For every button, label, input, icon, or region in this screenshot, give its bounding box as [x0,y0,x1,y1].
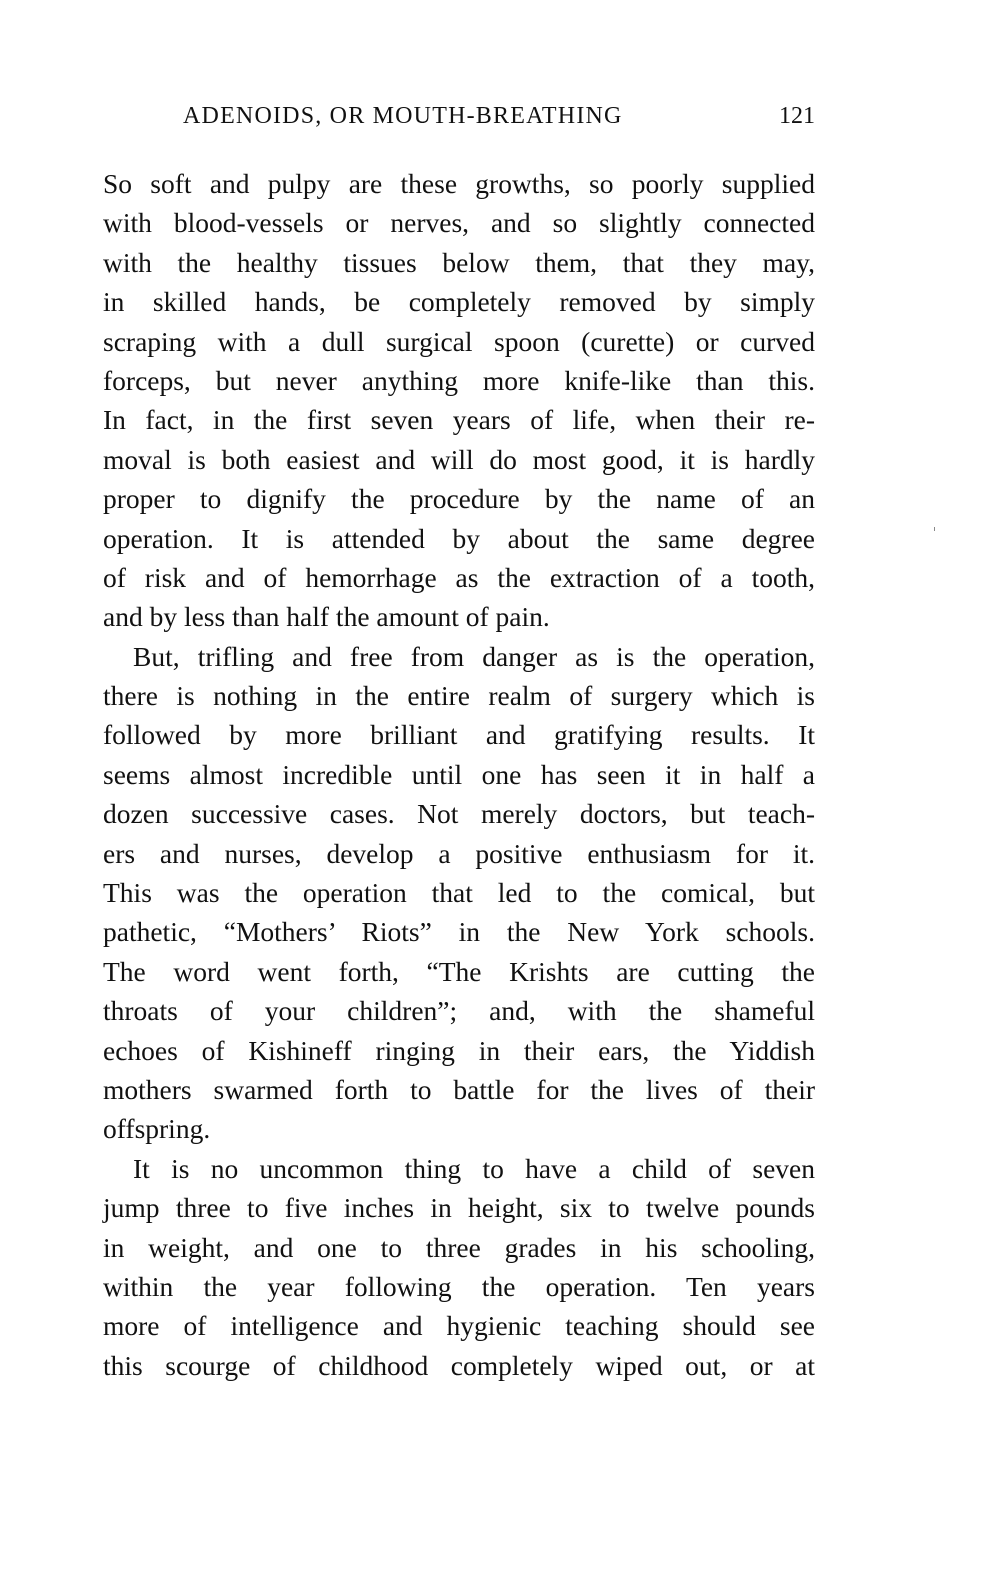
text-line: The word went forth, “The Krishts are cutting the [103,955,815,987]
text-line: But, trifling and free from danger as is the operation, [133,640,815,672]
page-header [183,103,815,137]
text-line: dozen successive cases. Not merely doctors, but teach- [103,798,815,830]
text-line: In fact, in the first seven years of life, when their re- [103,404,815,436]
text-line: with the healthy tissues below them, that they may, [103,246,815,278]
text-line: of risk and of hemorrhage as the extraction of a tooth, [103,561,815,593]
text-line: ers and nurses, develop a positive enthusiasm for it. [103,837,815,869]
body-text [103,164,815,1385]
text-line: forceps, but never anything more knife-like than this. [103,364,815,396]
text-line: this scourge of childhood completely wiped out, or at [103,1349,815,1381]
paragraph [103,637,815,1149]
text-line: scraping with a dull surgical spoon (curette) or curved [103,325,815,357]
text-line: in skilled hands, be completely removed by simply [103,286,815,318]
page-number: 121 [779,103,815,129]
text-line: and by less than half the amount of pain. [103,601,550,633]
text-line: in weight, and one to three grades in his schooling, [103,1231,815,1263]
text-line: more of intelligence and hygienic teaching should see [103,1310,815,1342]
text-line: It is no uncommon thing to have a child of seven [133,1152,815,1184]
text-line: there is nothing in the entire realm of surgery which is [103,680,815,712]
text-line: mothers swarmed forth to battle for the lives of their [103,1073,815,1105]
paragraph [103,164,815,637]
text-line: with blood-vessels or nerves, and so slightly connected [103,207,815,239]
text-line: followed by more brilliant and gratifying results. It [103,719,815,751]
text-line: moval is both easiest and will do most good, it is hardly [103,443,815,475]
scan-speck [934,527,935,531]
text-line: So soft and pulpy are these growths, so poorly supplied [103,168,815,199]
text-line: offspring. [103,1113,211,1145]
text-line: This was the operation that led to the comical, but [103,877,815,909]
text-line: throats of your children”; and, with the shameful [103,995,815,1027]
text-line: operation. It is attended by about the same degree [103,522,815,554]
text-line: echoes of Kishineff ringing in their ears, the Yiddish [103,1034,815,1066]
running-title: ADENOIDS, OR MOUTH-BREATHING [183,103,623,129]
paragraph [103,1149,815,1385]
text-line: proper to dignify the procedure by the name of an [103,483,815,515]
text-line: pathetic, “Mothers’ Riots” in the New York schools. [103,916,815,948]
text-line: within the year following the operation. Ten years [103,1270,815,1302]
text-line: jump three to five inches in height, six to twelve pounds [103,1192,815,1224]
text-line: seems almost incredible until one has seen it in half a [103,758,815,790]
